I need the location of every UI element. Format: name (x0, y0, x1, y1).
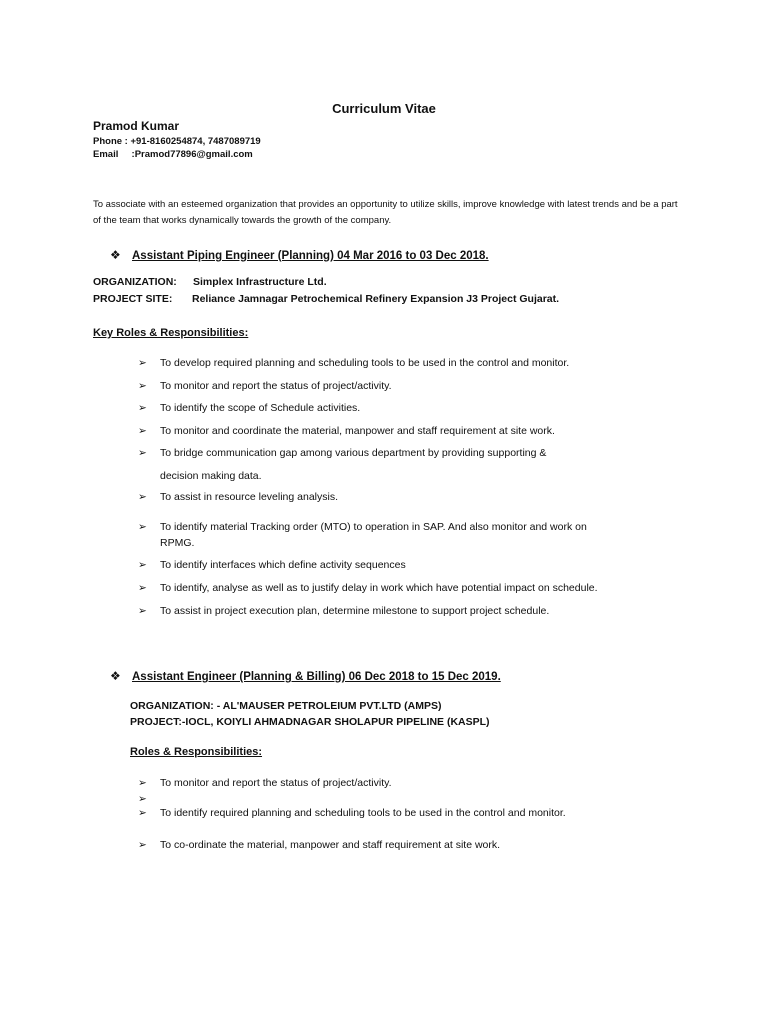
list-item-text: To monitor and coordinate the material, manpower and staff requirement at site work. (160, 425, 555, 437)
diamond-icon: ❖ (110, 669, 121, 683)
email-line: Email :Pramod77896@gmail.com (93, 149, 253, 160)
list-item-text: To identify, analyse as well as to justify delay in work which have potential impact on schedule. (160, 582, 598, 594)
candidate-name: Pramod Kumar (93, 119, 180, 133)
list-item (138, 793, 147, 805)
job-2-list (138, 0, 698, 1024)
phone-line: Phone : +91-8160254874, 7487089719 (93, 136, 261, 147)
arrow-icon: ➢ (138, 559, 147, 571)
project-site-label: PROJECT SITE: (93, 293, 173, 305)
list-item-text: To assist in project execution plan, determine milestone to support project schedule. (160, 605, 550, 617)
job-2-project: PROJECT:-IOCL, KOIYLI AHMADNAGAR SHOLAPUR PIPELINE (KASPL) (130, 716, 490, 728)
job-1-section-title: Key Roles & Responsibilities: (93, 327, 249, 339)
list-item (138, 807, 147, 819)
job-1-heading-text: Assistant Piping Engineer (Planning) 04 Mar 2016 to 03 Dec 2018. (132, 250, 489, 262)
job-2-organization: ORGANIZATION: - AL'MAUSER PETROLEIUM PVT.LTD (AMPS) (130, 700, 442, 712)
arrow-icon: ➢ (138, 447, 147, 459)
cv-title: Curriculum Vitae (332, 101, 436, 116)
list-item-text: To monitor and report the status of project/activity. (160, 380, 392, 392)
arrow-icon: ➢ (138, 793, 147, 805)
project-site-value: Reliance Jamnagar Petrochemical Refinery Expansion J3 Project Gujarat. (192, 293, 560, 305)
list-item-text: To monitor and report the status of project/activity. (160, 777, 392, 789)
list-item-text: To identify material Tracking order (MTO) to operation in SAP. And also monitor and work on (160, 521, 587, 533)
job-2-section-title: Roles & Responsibilities: (130, 746, 263, 758)
arrow-icon: ➢ (138, 491, 147, 503)
list-item-text: To identify interfaces which define activity sequences (160, 559, 406, 571)
arrow-icon: ➢ (138, 807, 147, 819)
list-item-text: To bridge communication gap among various department by providing supporting & (160, 447, 547, 459)
arrow-icon: ➢ (138, 521, 147, 533)
organization-label: ORGANIZATION: (93, 276, 177, 288)
list-item-text: To assist in resource leveling analysis. (160, 491, 338, 503)
organization-value: Simplex Infrastructure Ltd. (193, 276, 327, 288)
arrow-icon: ➢ (138, 380, 147, 392)
arrow-icon: ➢ (138, 605, 147, 617)
arrow-icon: ➢ (138, 839, 147, 851)
list-item (138, 777, 147, 789)
list-item-text: To co-ordinate the material, manpower and staff requirement at site work. (160, 839, 501, 851)
job-2-heading-text: Assistant Engineer (Planning & Billing) 06 Dec 2018 to 15 Dec 2019. (132, 671, 501, 683)
list-item-continuation: RPMG. (160, 537, 195, 549)
objective-text: To associate with an esteemed organization that provides an opportunity to utilize skills, improve knowledge with latest trends and be a part of the team that works dynamically towards the growth of the company. (93, 199, 678, 226)
list-item-text: To identify required planning and scheduling tools to be used in the control and monitor. (160, 807, 566, 819)
arrow-icon: ➢ (138, 425, 147, 437)
arrow-icon: ➢ (138, 777, 147, 789)
arrow-icon: ➢ (138, 402, 147, 414)
list-item (138, 839, 147, 851)
arrow-icon: ➢ (138, 357, 147, 369)
diamond-icon: ❖ (110, 248, 121, 262)
list-item-text: To develop required planning and scheduling tools to be used in the control and monitor. (160, 357, 570, 369)
arrow-icon: ➢ (138, 582, 147, 594)
list-item-continuation: decision making data. (160, 470, 262, 482)
list-item-text: To identify the scope of Schedule activities. (160, 402, 361, 414)
